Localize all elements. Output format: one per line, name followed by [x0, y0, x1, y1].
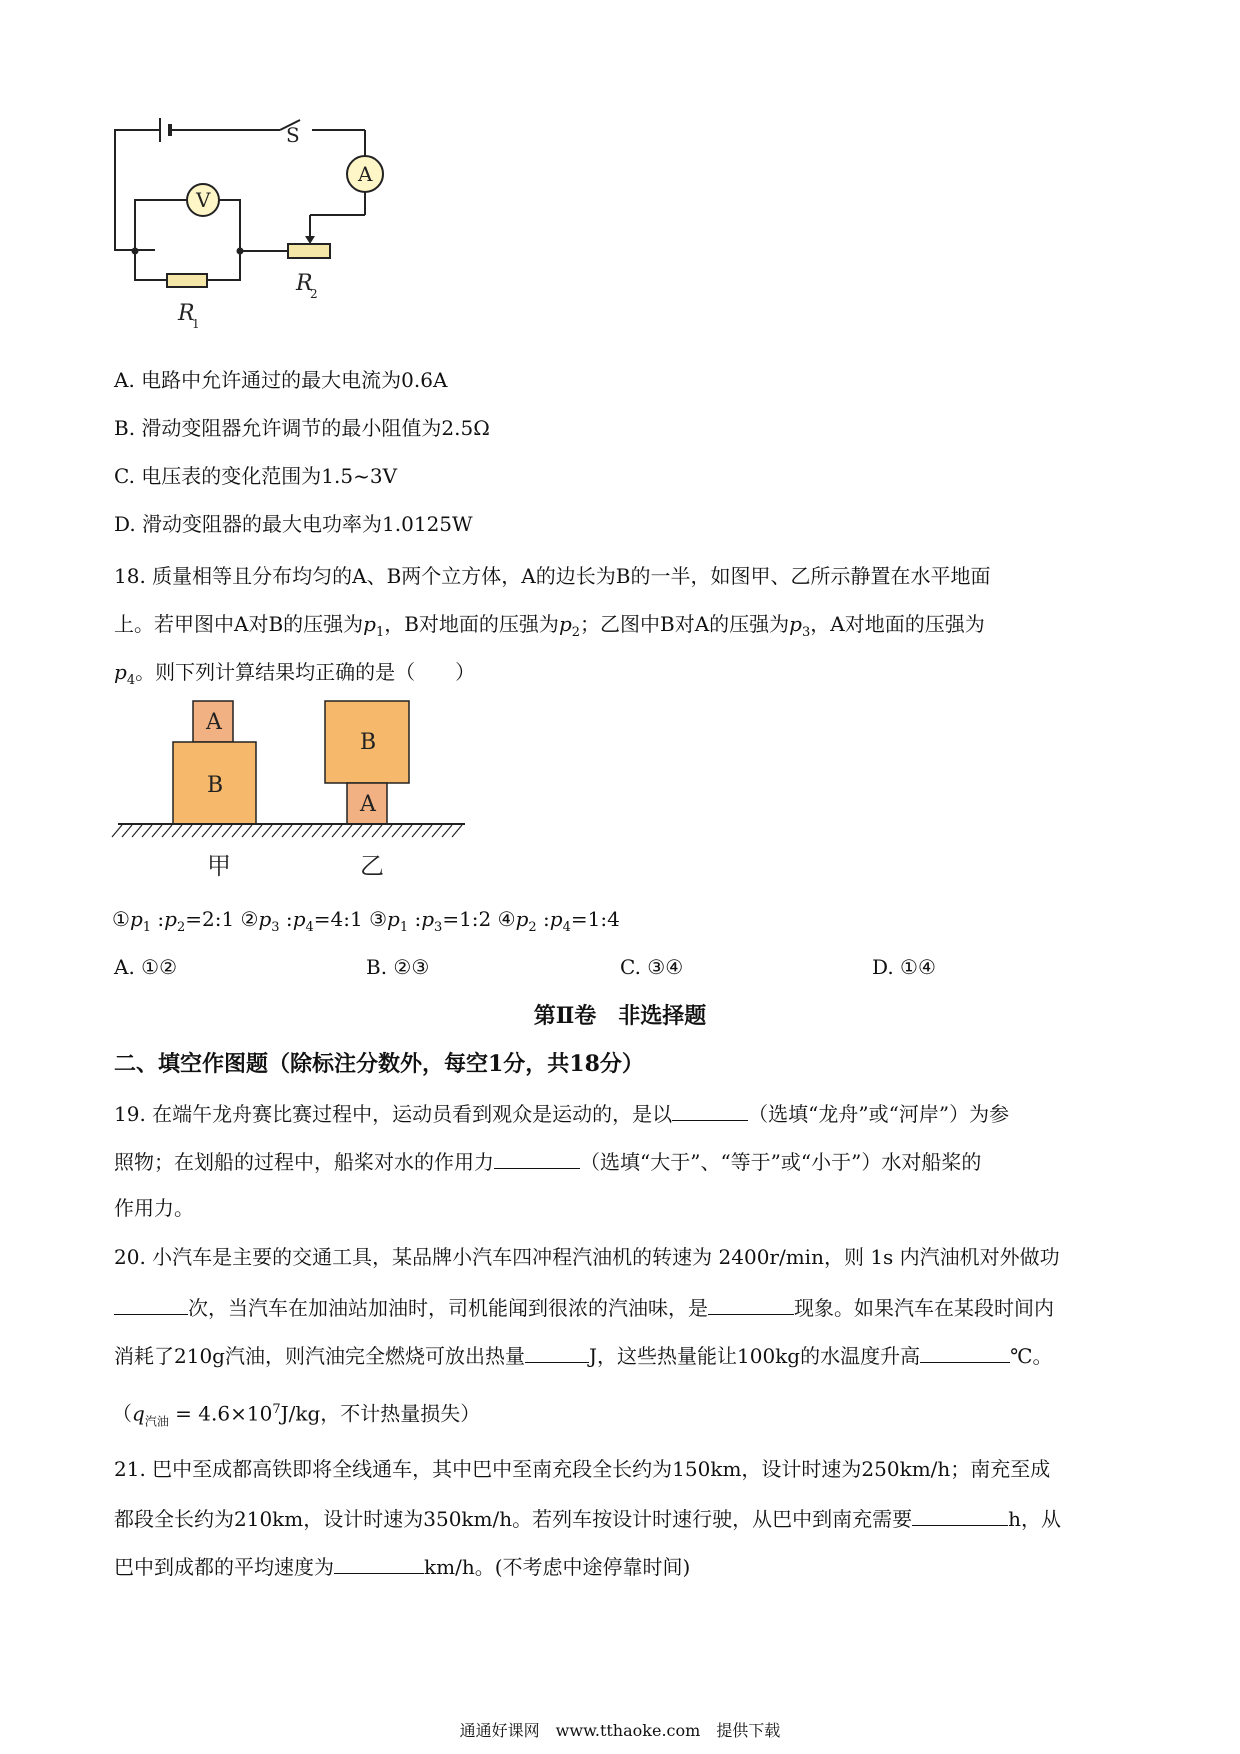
switch-label: S — [286, 123, 300, 147]
q19-line2: 照物；在划船的过程中，船桨对水的作用力 （选填“大于”、“等于”或“小于”）水对船桨的 — [114, 1146, 981, 1176]
q18-option-b: B. ②③ — [366, 955, 430, 979]
ammeter-label: A — [358, 162, 373, 186]
q19-blank-1[interactable] — [672, 1098, 748, 1121]
q21-line1: 21. 巴中至成都高铁即将全线通车，其中巴中至南充段全长约为150km，设计时速为250km/h；南充至成 — [114, 1457, 1051, 1481]
wire-left — [115, 130, 160, 250]
q20-blank-2[interactable] — [708, 1292, 794, 1315]
voltmeter-label: V — [196, 188, 211, 212]
q21-blank-1[interactable] — [912, 1503, 1008, 1526]
r2-label: R — [296, 271, 313, 296]
q19-blank-2[interactable] — [494, 1146, 580, 1169]
q21-line2: 都段全长约为210km，设计时速为350km/h。若列车按设计时速行驶，从巴中到南充需要 h，从 — [114, 1503, 1061, 1533]
q20-line4: （$q_{汽油} = 4.6\times 10^7J/kg$，不计热量损失） — [112, 1401, 481, 1429]
r2-subscript: 2 — [310, 287, 318, 301]
q18-option-a: A. ①② — [114, 955, 178, 979]
q17-option-a: A. 电路中允许通过的最大电流为0.6A — [114, 368, 448, 392]
q19-line3: 作用力。 — [114, 1196, 194, 1220]
q20-blank-4[interactable] — [920, 1340, 1010, 1363]
q18-stem-line1: 18. 质量相等且分布均匀的A、B两个立方体，A的边长为B的一半，如图甲、乙所示静置在水平地面 — [114, 564, 991, 588]
r1-label: R — [178, 301, 195, 326]
q19-line1: 19. 在端午龙舟赛比赛过程中，运动员看到观众是运动的，是以 （选填“龙舟”或“河岸”）为参 — [114, 1098, 1009, 1128]
jia-top-label: A — [206, 710, 222, 735]
r1-subscript: 1 — [192, 317, 200, 331]
q18-stem-line3: $p_4$。则下列计算结果均正确的是（ ） — [114, 660, 476, 688]
q20-line1: 20. 小汽车是主要的交通工具，某品牌小汽车四冲程汽油机的转速为 2400r/min，则 1s 内汽油机对外做功 — [114, 1245, 1060, 1269]
q21-blank-2[interactable] — [334, 1551, 424, 1574]
jia-bottom-label: B — [207, 773, 224, 798]
section-heading: 二、填空作图题（除标注分数外，每空1分，共18分） — [114, 1051, 644, 1077]
q20-line3: 消耗了210g汽油，则汽油完全燃烧可放出热量 J，这些热量能让100kg的水温度升高 ℃。 — [114, 1340, 1052, 1370]
footer-credit: 通通好课网 www.tthaoke.com 提供下载 — [459, 1721, 781, 1740]
q17-option-d: D. 滑动变阻器的最大电功率为1.0125W — [114, 512, 473, 536]
yi-bottom-label: A — [360, 792, 376, 817]
circuit-diagram — [100, 100, 440, 350]
q21-line3: 巴中到成都的平均速度为 km/h。(不考虑中途停靠时间) — [114, 1551, 690, 1581]
q17-option-b: B. 滑动变阻器允许调节的最小阻值为2.5Ω — [114, 416, 490, 440]
yi-caption: 乙 — [360, 852, 384, 880]
q18-option-d: D. ①④ — [872, 955, 936, 979]
q17-option-c: C. 电压表的变化范围为1.5~3V — [114, 464, 398, 488]
cubes-figure — [110, 696, 480, 886]
q18-stem-line2: 上。若甲图中A对B的压强为$p_1$，B对地面的压强为$p_2$；乙图中B对A的压强为$p_3$，A对地面的压强为 — [114, 612, 985, 640]
q20-line2: 次，当汽车在加油站加油时，司机能闻到很浓的汽油味，是 现象。如果汽车在某段时间内 — [114, 1292, 1054, 1322]
yi-top-label: B — [360, 730, 377, 755]
q18-option-c: C. ③④ — [620, 955, 684, 979]
q20-blank-3[interactable] — [525, 1340, 589, 1363]
part2-title: 第Ⅱ卷 非选择题 — [533, 1003, 707, 1029]
q18-ratios: $①p_1$ $:p_2=2:1$ $②p_3$ $:p_4=4:1$ $③p_1$ $:p_3=1:2$ $④p_2$ $:p_4=1:4$ — [112, 907, 620, 935]
q20-blank-1[interactable] — [114, 1292, 188, 1315]
jia-caption: 甲 — [207, 852, 231, 880]
